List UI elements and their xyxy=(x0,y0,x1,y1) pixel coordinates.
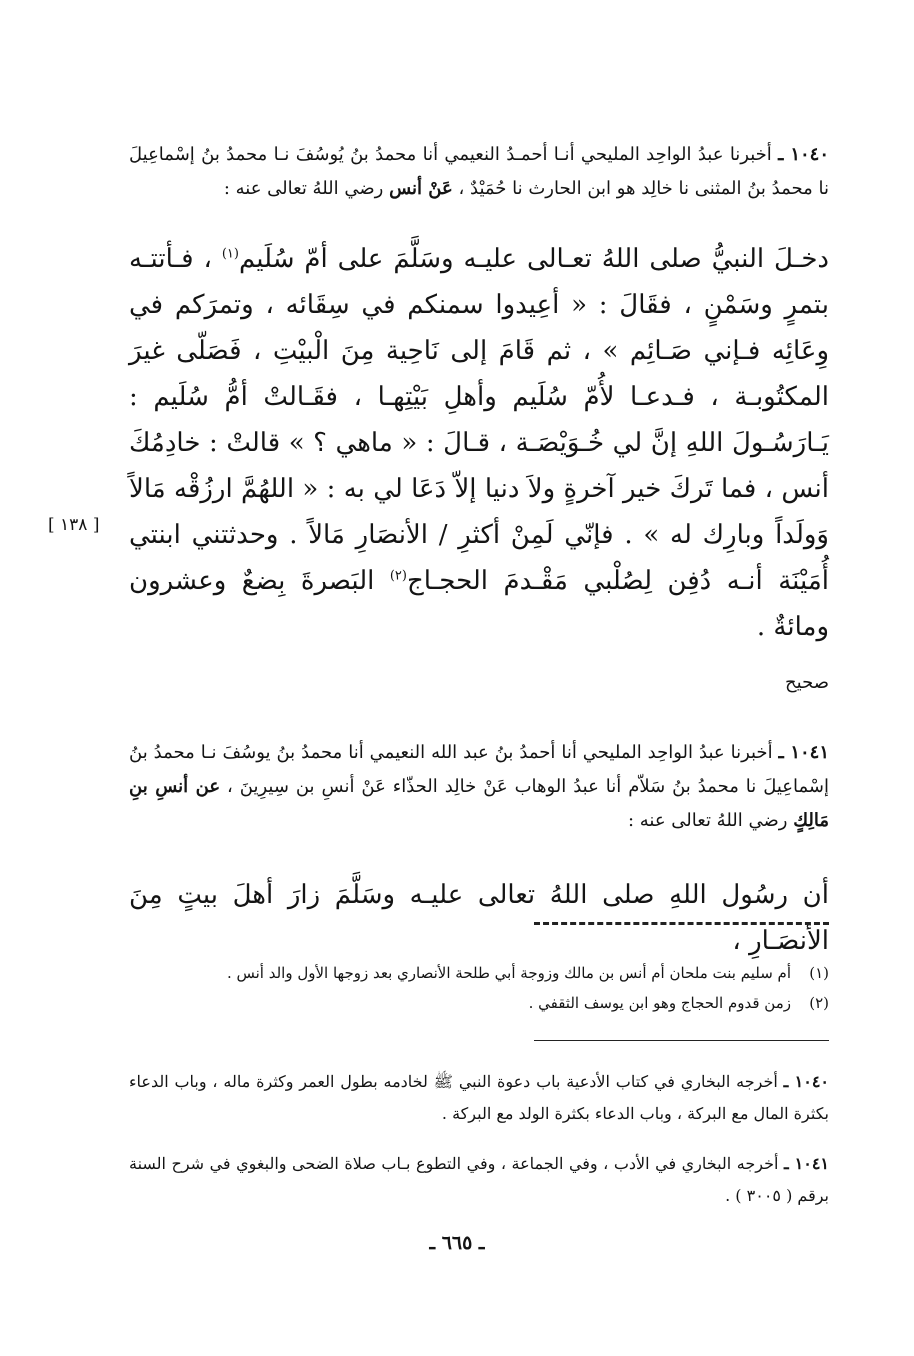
separator-rule xyxy=(534,1040,829,1041)
footnote-text: زمن قدوم الحجاج وهو ابن يوسف الثقفي . xyxy=(528,994,791,1012)
page-marker: [ ١٣٨ ] xyxy=(48,515,100,535)
companion-name: عن أنسِ بنِ مَالِكٍ xyxy=(129,776,829,831)
matn-text: أن رسُول اللهِ صلى اللهُ تعالى عليـه وسَلَّمَ زارَ أهلَ بيتٍ مِنَ الأنصَـارِ ، xyxy=(129,880,829,956)
footnote-ref-1: (١) xyxy=(221,246,239,262)
matn-text: دخـلَ النبيُّ صلى اللهُ تعـالى عليـه وسَلَّمَ على أمّ سُلَيم xyxy=(238,244,829,274)
companion-name: عَنْ أنس xyxy=(389,178,453,199)
hadith-1040-isnad xyxy=(129,138,829,206)
isnad-closing: رضي اللهُ تعالى عنه : xyxy=(627,810,788,831)
grade-label: صحيح xyxy=(785,672,829,693)
hadith-number: ١٠٤٠ ـ xyxy=(778,144,829,165)
isnad-text: أخبرنا عبدُ الواحِد المليحي أنا أحمدُ بنُ عبد الله النعيمي أنا محمدُ بنُ يوسُفَ نـا محمدُ بنُ إسْماعِيلَ نا محمدُ بنُ سَلاّم أنا عبدُ الوهاب عَنْ خالِد الحذّاء عَنْ أنسِ بن سِيرِينَ ، xyxy=(129,742,829,797)
footnote-item xyxy=(129,988,829,1018)
hadith-1041-matn xyxy=(129,872,829,964)
takhrij-text: أخرجه البخاري في كتاب الأدعية باب دعوة النبي ﷺ لخادمه بطول العمر وكثرة ماله ، وباب الدعاء بكثرة المال مع البركة ، وباب الدعاء بكثرة الولد مع البركة . xyxy=(129,1072,829,1123)
isnad-closing: رضي اللهُ تعالى عنه : xyxy=(223,178,384,199)
hadith-number: ١٠٤١ ـ xyxy=(778,742,830,763)
takhrij-1041 xyxy=(129,1148,829,1212)
hadith-1040-matn xyxy=(129,236,829,650)
takhrij-1040 xyxy=(129,1066,829,1130)
matn-text: ، فـأتتـه بتمرٍ وسَمْنٍ ، فقَالَ : « أعِيدوا سمنكم في سِقَائه ، وتمرَكم في وِعَائِه فـإني صَـائِم » ، ثم قَامَ إلى نَاحِية مِنَ الْبيْتِ ، فَصَلّى غيرَ المكتُوبـة ، فـدعـا لأُمّ سُلَيم وأهلِ بَيْتِهـا ، فقَـالتْ أمُّ سُلَيم : يَـارَسُـولَ اللهِ إنَّ لي خُـوَيْصَـة ، قـالَ : « ماهي ؟ » قالتْ : خادِمُكَ أنس ، فما تَركَ خير آخرةٍ ولاَ دنيا إلاّ دَعَا لي به : « اللهُمَّ ارزُقْه مَالاً وَولَداً وبارِك له » . فإنّي لَمِنْ أكثرِ / الأنصَارِ مَالاً . وحدثتني ابنتي أُمَيْنَة أنـه دُفِن لِصُلْبي مَقْـدمَ الحجـاج xyxy=(129,244,830,596)
footnote-text: أم سليم بنت ملحان أم أنس بن مالك وزوجة أبي طلحة الأنصاري بعد زوجها الأول والد أنس . xyxy=(226,964,791,982)
takhrij-text: أخرجه البخاري في الأدب ، وفي الجماعة ، وفي التطوع بـاب صلاة الضحى والبغوي في شرح السنة برقم ( ٣٠٠٥ ) . xyxy=(129,1154,829,1205)
footnote-number: (١) xyxy=(809,964,829,982)
takhrij-number: ١٠٤١ ـ xyxy=(783,1154,830,1173)
footnote-ref-2: (٢) xyxy=(389,568,407,584)
takhrij-number: ١٠٤٠ ـ xyxy=(783,1072,830,1091)
footnote-number: (٢) xyxy=(809,994,829,1012)
continuation-dashes xyxy=(534,922,829,925)
isnad-text: أخبرنا عبدُ الواحِد المليحي أنـا أحمـدُ النعيمي أنا محمدُ بنُ يُوسُفَ نـا محمدُ بنُ إسْماعِيلَ نا محمدُ بنُ المثنى نا خالِد هو ابن الحارث نا حُمَيْدٌ ، xyxy=(129,144,829,199)
matn-text: البَصرةَ بِضعٌ وعشرون ومائةٌ . xyxy=(129,566,829,642)
footnote-item xyxy=(129,958,829,988)
hadith-1041-isnad xyxy=(129,736,829,838)
footnotes xyxy=(129,958,829,1018)
page-number: ـ ٦٦٥ ـ xyxy=(429,1232,485,1254)
